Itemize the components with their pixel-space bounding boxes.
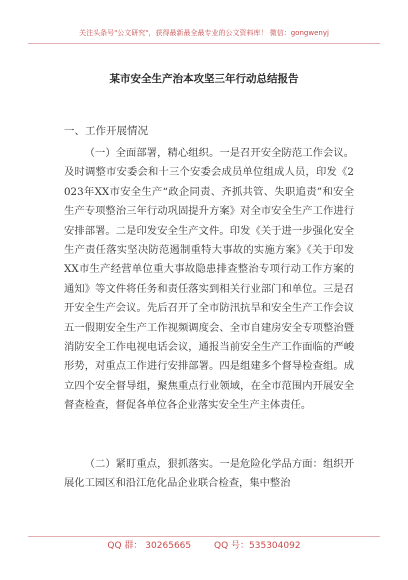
section-heading: 一、工作开展情况: [64, 125, 148, 137]
body-paragraph: （一）全面部署，精心组织。一是召开安全防范工作会议。及时调整市安委会和十三个安委会成员单位组成人员，印发《2023年XX市安全生产“政企同责、齐抓共管、失职追责”和安全生产专项整治三年行动巩固提升方案》对全市安全生产工作进行安排部署。二是印发安全生产文件。印发《关于进一步强化安全生产责任落实坚决防范遏制重特大事故的实施方案》《关于印发XX市生产经营单位重大事故隐患排查整治专项行动工作方案的通知》等文件将任务和责任落实到相关行业部门和单位。三是召开安全生产会议。先后召开了全市防汛抗旱和安全生产工作会议五一假期安全生产工作视频调度会、全市自建房安全专项整治暨消防安全工作电视电话会议，通报当前安全生产工作面临的严峻形势，对重点工作进行安排部署。四是组建多个督导检查组。成立四个安全督导组，聚焦重点行业领域，在全市范围内开展安全督查检查，督促各单位各企业落实安全生产主体责任。: [64, 147, 354, 412]
header-notice: 关注头条号"公文研究"，获得最新最全最专业的公文资料库！ 微信：gongwenyj: [79, 29, 329, 37]
footer-qq-group: QQ 群： 30265665: [107, 541, 192, 551]
header-divider: [28, 43, 380, 44]
body-paragraph: （二）紧盯重点，狠抓落实。一是危险化学品方面：组织开展化工园区和沿江危化品企业联合检查，集中整治: [64, 458, 354, 490]
document-title: 某市安全生产治本攻坚三年行动总结报告: [109, 73, 299, 85]
footer-qq-number: QQ 号：535304092: [214, 541, 301, 551]
footer-contact: [0, 540, 408, 552]
footer-divider: [28, 536, 380, 537]
